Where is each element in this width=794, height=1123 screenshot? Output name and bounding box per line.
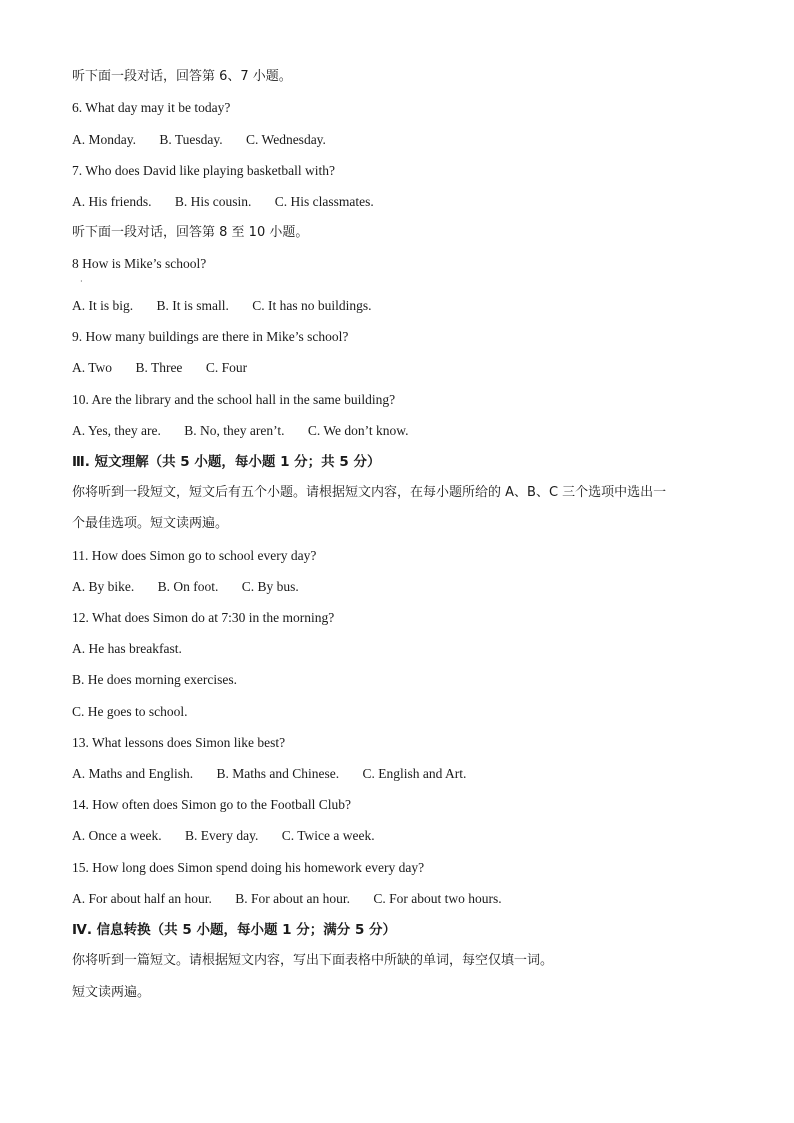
options-13: [72, 765, 486, 783]
option-a: A. Monday.: [72, 132, 136, 147]
option-b: B. For about an hour.: [235, 891, 350, 906]
option-12-c: C. He goes to school.: [72, 704, 188, 719]
option-b: B. Every day.: [184, 828, 259, 843]
option-c: C. English and Art.: [362, 766, 467, 781]
question-14: 14. How often does Simon go to the Football Club?: [72, 797, 351, 812]
option-a: A. By bike.: [72, 579, 135, 594]
option-b: B. His cousin.: [174, 194, 252, 209]
option-c: C. We don’t know.: [307, 423, 409, 438]
section-3-instruction-line-1: 你将听到一段短文，短文后有五个小题。请根据短文内容，在每小题所给的 A、B、C 三个选项中选出一: [72, 485, 667, 500]
option-12-a: A. He has breakfast.: [72, 641, 182, 656]
section-3-heading: Ⅲ. 短文理解（共 5 小题，每小题 1 分；共 5 分）: [72, 454, 381, 470]
question-8: 8 How is Mike’s school?: [72, 256, 207, 271]
option-a: A. For about half an hour.: [72, 891, 212, 906]
option-a: A. Maths and English.: [72, 766, 194, 781]
option-c: C. Four: [205, 360, 248, 375]
options-6: [72, 131, 346, 149]
option-c: C. It has no buildings.: [252, 298, 372, 313]
option-b: B. Tuesday.: [159, 132, 223, 147]
option-a: A. His friends.: [72, 194, 152, 209]
question-15: 15. How long does Simon spend doing his homework every day?: [72, 860, 425, 875]
question-7: 7. Who does David like playing basketball with?: [72, 163, 335, 178]
option-a: A. Once a week.: [72, 828, 162, 843]
dialogue-instruction-8-10: 听下面一段对话，回答第 8 至 10 小题。: [72, 225, 309, 240]
option-b: B. No, they aren’t.: [184, 423, 285, 438]
question-12: 12. What does Simon do at 7:30 in the morning?: [72, 610, 335, 625]
question-9: 9. How many buildings are there in Mike’s school?: [72, 329, 349, 344]
section-3-instruction-line-2: 个最佳选项。短文读两遍。: [72, 516, 229, 531]
question-13: 13. What lessons does Simon like best?: [72, 735, 286, 750]
options-15: [72, 890, 522, 908]
options-9: [72, 359, 267, 377]
section-4-heading: Ⅳ. 信息转换（共 5 小题，每小题 1 分；满分 5 分）: [72, 922, 397, 938]
option-c: C. His classmates.: [274, 194, 374, 209]
section-4-instruction-line-2: 短文读两遍。: [72, 985, 151, 1000]
options-7: [72, 193, 394, 211]
option-a: A. Two: [72, 360, 113, 375]
option-c: C. For about two hours.: [373, 891, 502, 906]
stray-mark: ·: [80, 277, 83, 286]
option-b: B. It is small.: [156, 298, 229, 313]
section-4-instruction-line-1: 你将听到一篇短文。请根据短文内容，写出下面表格中所缺的单词，每空仅填一词。: [72, 953, 554, 968]
option-b: B. Three: [135, 360, 183, 375]
option-12-b: B. He does morning exercises.: [72, 672, 237, 687]
option-a: A. Yes, they are.: [72, 423, 161, 438]
option-b: B. On foot.: [157, 579, 219, 594]
options-10: [72, 422, 429, 440]
question-6: 6. What day may it be today?: [72, 100, 231, 115]
option-b: B. Maths and Chinese.: [216, 766, 340, 781]
option-c: C. Twice a week.: [281, 828, 375, 843]
option-a: A. It is big.: [72, 298, 134, 313]
option-c: C. Wednesday.: [246, 132, 326, 147]
question-11: 11. How does Simon go to school every day?: [72, 548, 317, 563]
options-14: [72, 827, 395, 845]
options-11: [72, 578, 319, 596]
option-c: C. By bus.: [241, 579, 299, 594]
dialogue-instruction-6-7: 听下面一段对话，回答第 6、7 小题。: [72, 69, 292, 84]
options-8: [72, 297, 392, 315]
question-10: 10. Are the library and the school hall in the same building?: [72, 392, 396, 407]
